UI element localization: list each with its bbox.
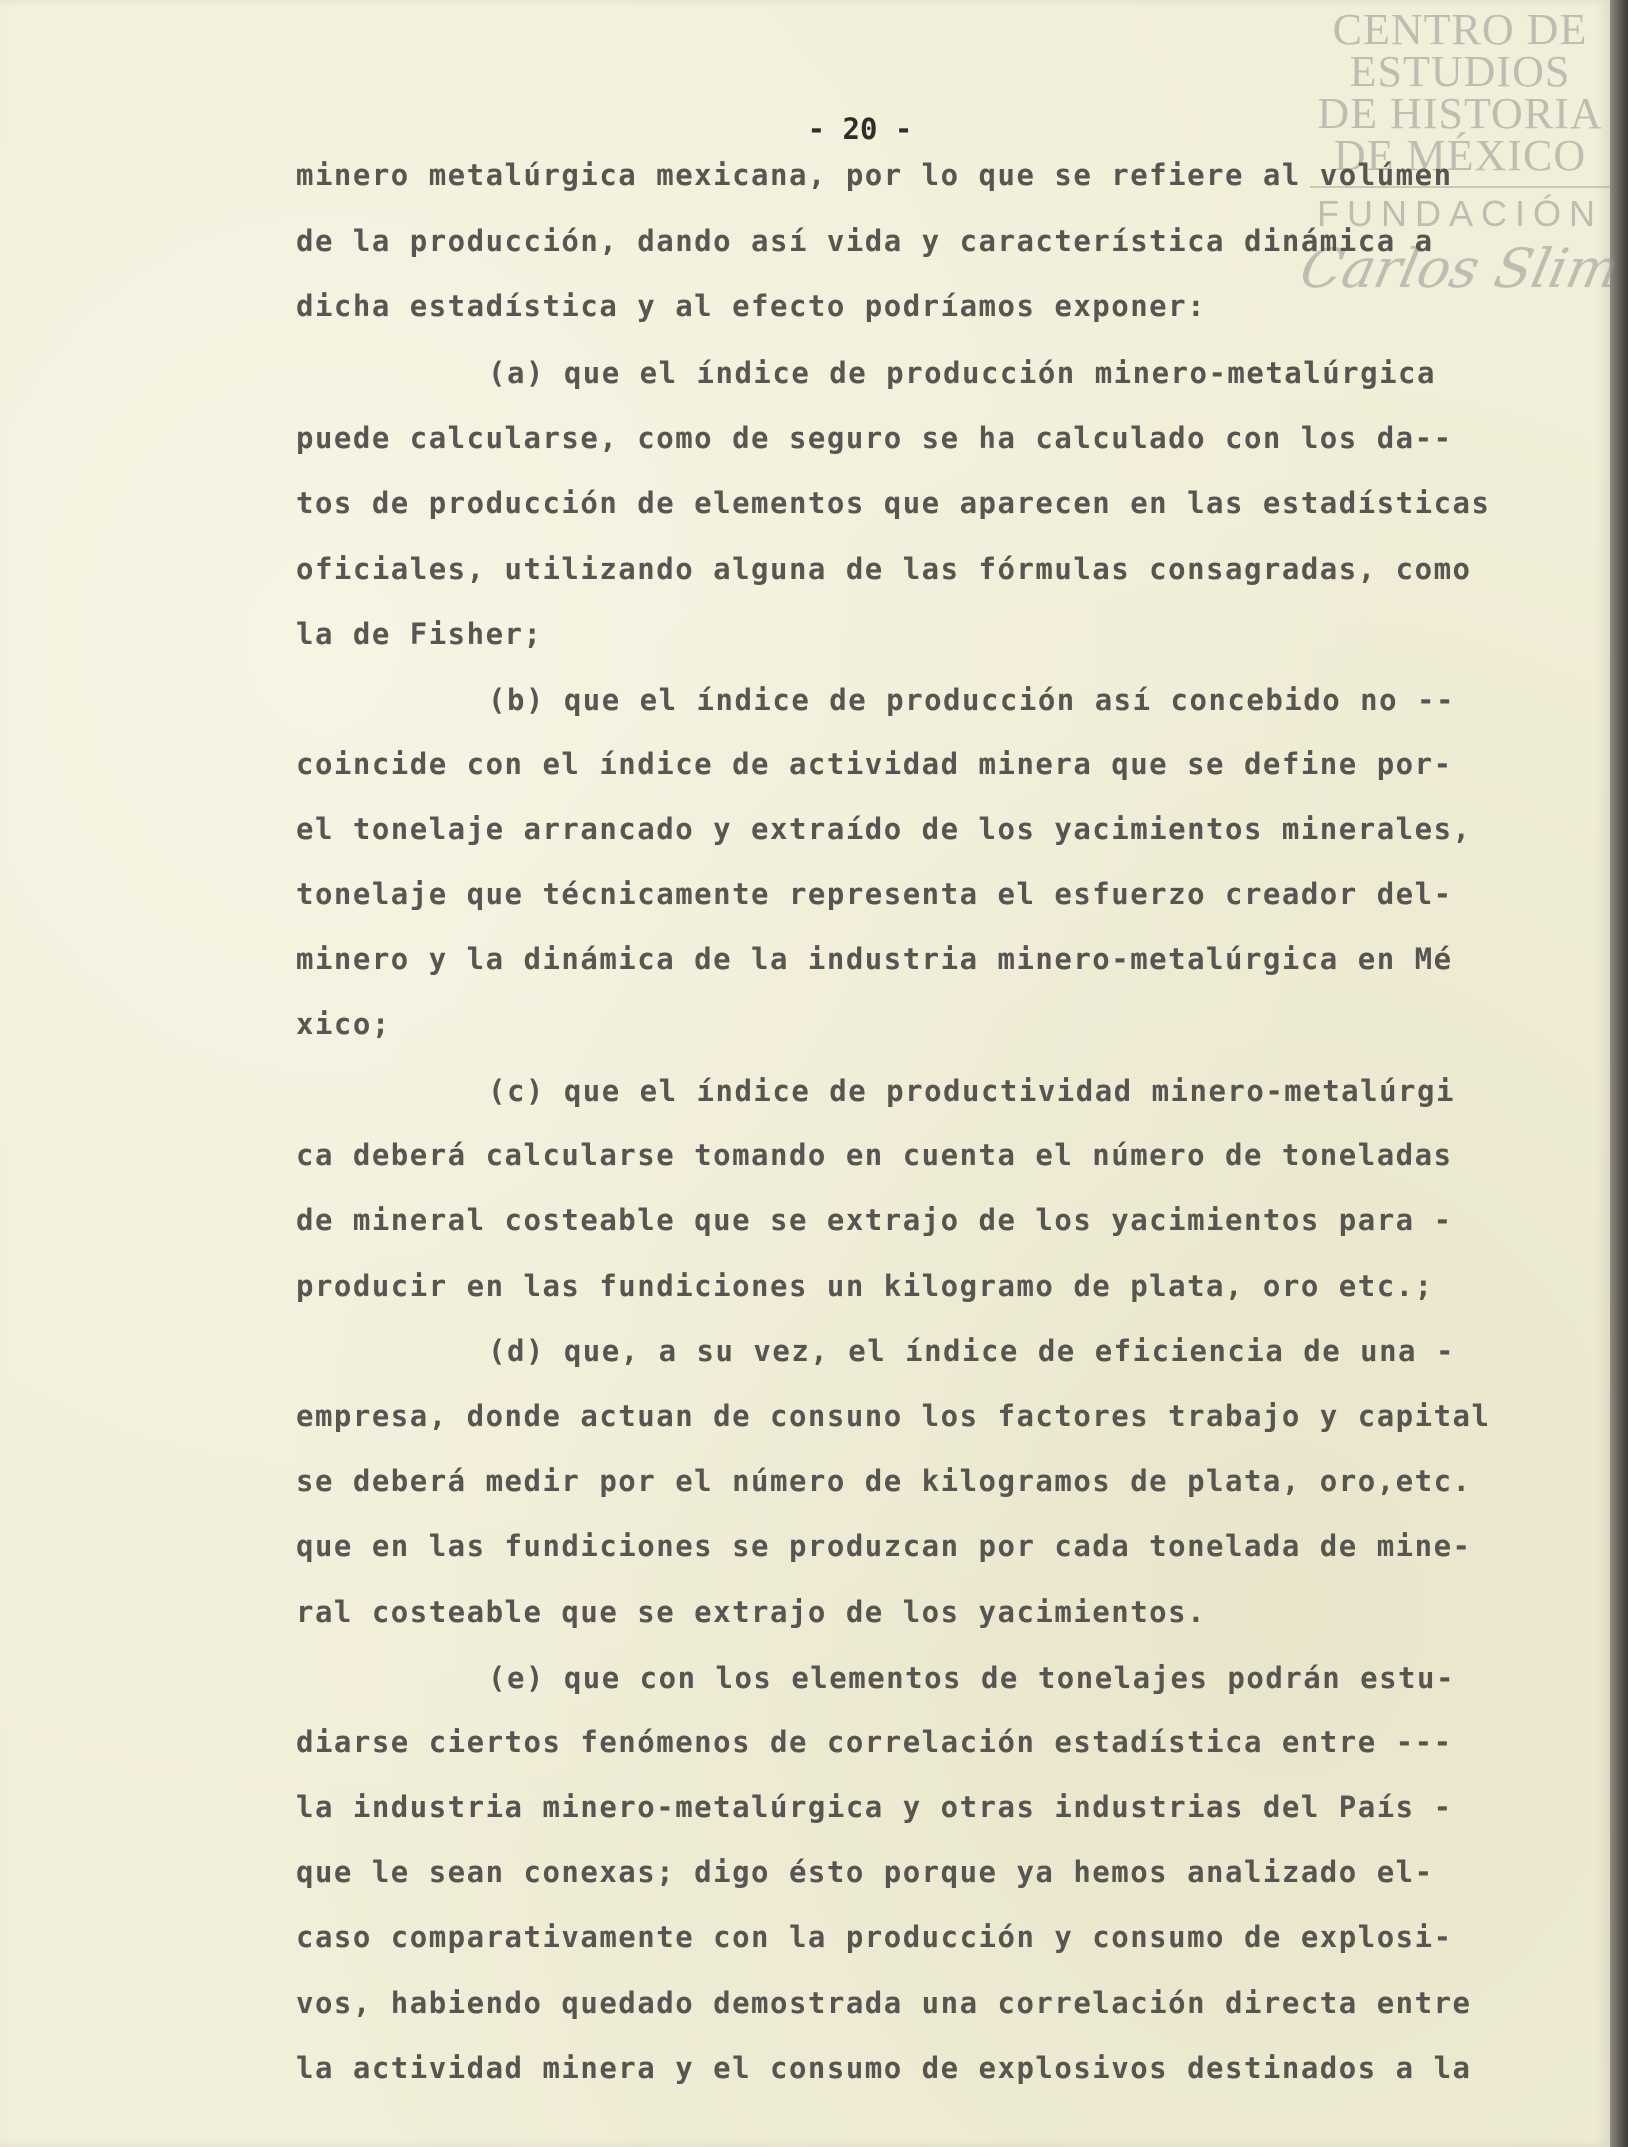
text-line: que le sean conexas; digo ésto porque ya hemos analizado el- [296,1855,1434,1889]
text-line: ca deberá calcularse tomando en cuenta el número de toneladas [296,1138,1453,1172]
text-line: de la producción, dando así vida y característica dinámica a [296,224,1434,258]
text-line: ral costeable que se extrajo de los yacimientos. [296,1595,1207,1629]
text-line: (c) que el índice de productividad minero-metalúrgi [488,1074,1455,1108]
text-line: (e) que con los elementos de tonelajes podrán estu- [488,1661,1455,1695]
text-line: la de Fisher; [296,617,543,651]
watermark-foundation: FUNDACIÓN [1317,193,1603,234]
text-line: tonelaje que técnicamente representa el esfuerzo creador del- [296,877,1453,911]
text-line: minero metalúrgica mexicana, por lo que se refiere al volúmen [296,158,1453,192]
text-line: (d) que, a su vez, el índice de eficiencia de una - [488,1334,1455,1368]
watermark-line-2: ESTUDIOS [1349,47,1571,96]
page-number: - 20 - [807,112,913,146]
page-edge-shadow [1610,0,1628,2147]
text-line: puede calcularse, como de seguro se ha calculado con los da-- [296,421,1453,455]
text-line: xico; [296,1007,391,1041]
text-line: tos de producción de elementos que aparecen en las estadísticas [296,486,1491,520]
text-line: producir en las fundiciones un kilogramo de plata, oro etc.; [296,1269,1434,1303]
text-line: el tonelaje arrancado y extraído de los yacimientos minerales, [296,812,1472,846]
watermark-signature: Carlos Slim [1295,237,1626,300]
text-line: diarse ciertos fenómenos de correlación estadística entre --- [296,1725,1453,1759]
text-line: caso comparativamente con la producción y consumo de explosi- [296,1920,1453,1954]
text-line: (a) que el índice de producción minero-metalúrgica [488,356,1436,390]
text-line: la actividad minera y el consumo de explosivos destinados a la [296,2051,1472,2085]
text-line: que en las fundiciones se produzcan por cada tonelada de mine- [296,1529,1472,1563]
text-line: coincide con el índice de actividad minera que se define por- [296,747,1453,781]
text-line: minero y la dinámica de la industria minero-metalúrgica en Mé [296,942,1453,976]
text-line: (b) que el índice de producción así concebido no -- [488,683,1455,717]
text-line: vos, habiendo quedado demostrada una correlación directa entre [296,1986,1472,2020]
text-line: se deberá medir por el número de kilogramos de plata, oro,etc. [296,1464,1472,1498]
watermark-line-4: DE MÉXICO [1333,131,1587,180]
text-line: de mineral costeable que se extrajo de los yacimientos para - [296,1203,1453,1237]
text-line: la industria minero-metalúrgica y otras industrias del País - [296,1790,1453,1824]
text-line: oficiales, utilizando alguna de las fórmulas consagradas, como [296,552,1472,586]
watermark-line-1: CENTRO DE [1332,5,1588,54]
text-line: empresa, donde actuan de consuno los factores trabajo y capital [296,1399,1491,1433]
watermark-line-3: DE HISTORIA [1317,89,1603,138]
text-line: dicha estadística y al efecto podríamos exponer: [296,289,1207,323]
